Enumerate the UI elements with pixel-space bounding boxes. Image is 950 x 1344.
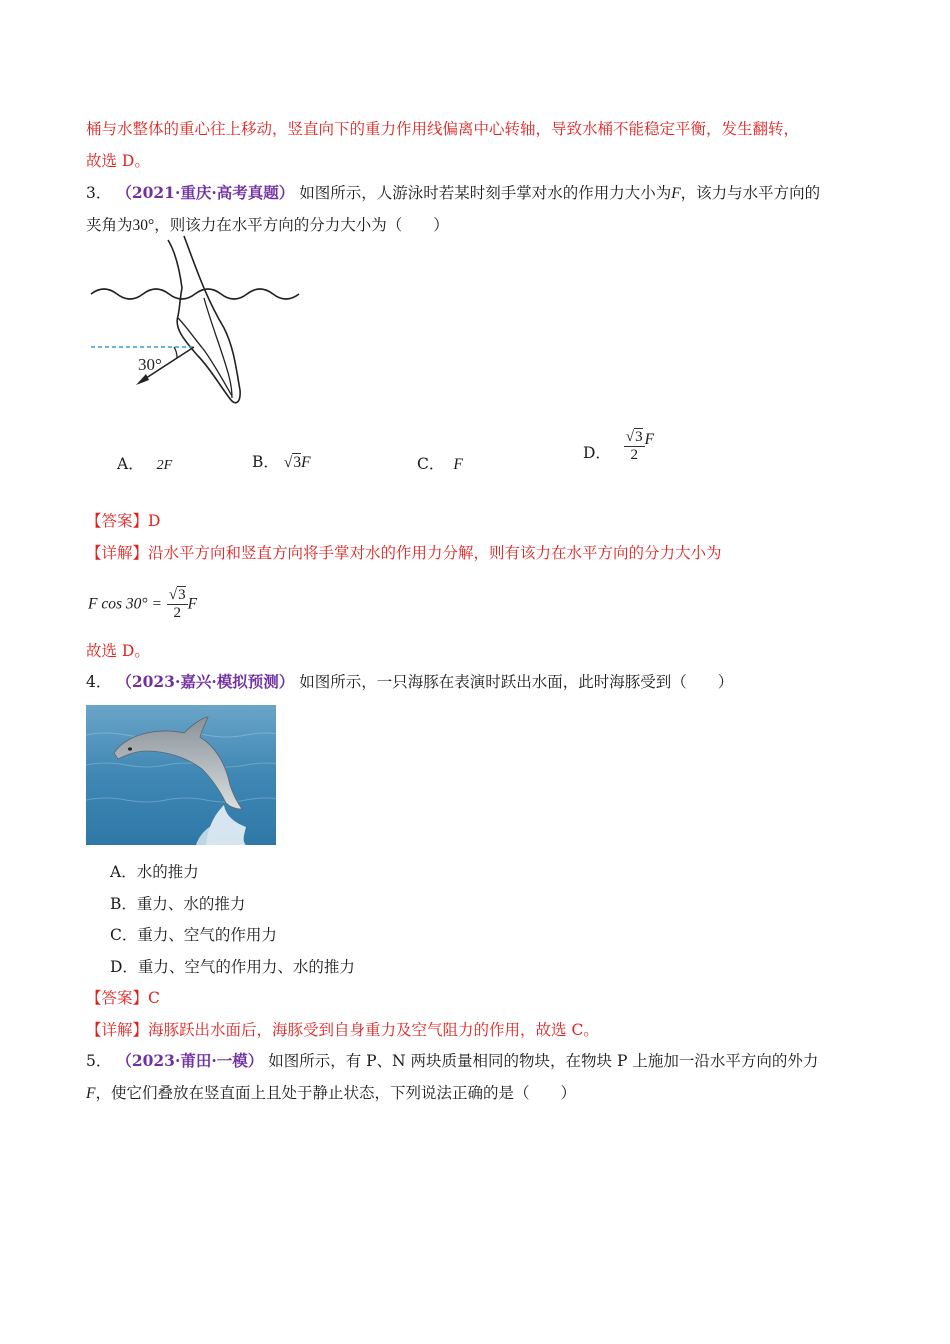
option-c-label: C． bbox=[417, 455, 445, 473]
option-b-label: B． bbox=[252, 453, 279, 471]
q4-number: 4． bbox=[86, 673, 112, 691]
q4-detail-head: 【详解】 bbox=[86, 1021, 149, 1039]
sqrt-symbol: √ bbox=[283, 454, 293, 471]
q3-text-2a: 夹角为 bbox=[86, 216, 133, 234]
option-d-var: F bbox=[644, 431, 655, 448]
q3-text-1b: ，该力与水平方向的 bbox=[680, 184, 821, 202]
q4-text: 如图所示，一只海豚在表演时跃出水面，此时海豚受到（ ） bbox=[299, 673, 734, 691]
q4-option-a[interactable]: A．水的推力 bbox=[110, 863, 199, 881]
q3-text-2b: ，则该力在水平方向的分力大小为（ ） bbox=[154, 216, 449, 234]
arm-outline-inner bbox=[178, 318, 232, 396]
q4-source: （2023·嘉兴·模拟预测） bbox=[116, 672, 295, 691]
option-a-value: 2F bbox=[156, 458, 173, 473]
q4-answer: 【答案】C bbox=[86, 989, 160, 1007]
q5-line-2 bbox=[86, 1082, 576, 1105]
option-d-fraction bbox=[624, 429, 645, 464]
figure-angle-label: 30° bbox=[138, 355, 162, 374]
q4-option-c[interactable]: C．重力、空气的作用力 bbox=[110, 926, 277, 944]
q4-detail-text: 海豚跃出水面后，海豚受到自身重力及空气阻力的作用，故选 C。 bbox=[148, 1021, 599, 1039]
formula-lhs: F cos 30° = bbox=[88, 595, 162, 613]
q3-option-c[interactable] bbox=[417, 453, 463, 476]
option-d-numerator: √3 bbox=[625, 428, 643, 445]
q3-conclusion: 故选 D。 bbox=[86, 642, 150, 660]
intro-line-2: 故选 D。 bbox=[86, 152, 150, 170]
option-d-denominator: 2 bbox=[630, 446, 638, 463]
q3-number: 3． bbox=[86, 184, 112, 202]
q3-line-1 bbox=[86, 182, 820, 205]
option-b-var: F bbox=[301, 454, 311, 471]
q3-angle: 30° bbox=[132, 217, 155, 234]
q4-option-b[interactable]: B．重力、水的推力 bbox=[110, 895, 246, 913]
formula-var: F bbox=[187, 595, 198, 613]
option-d-label: D． bbox=[583, 444, 611, 462]
q5-line-1 bbox=[86, 1050, 818, 1072]
q3-var-f: F bbox=[671, 185, 681, 202]
q3-formula bbox=[88, 587, 197, 622]
q5-number: 5． bbox=[86, 1052, 112, 1070]
option-c-value: F bbox=[453, 456, 463, 473]
q3-option-b[interactable] bbox=[252, 451, 311, 474]
q3-source: （2021·重庆·高考真题） bbox=[116, 183, 295, 202]
intro-line-1: 桶与水整体的重心往上移动，竖直向下的重力作用线偏离中心转轴，导致水桶不能稳定平衡，发生翻转， bbox=[86, 120, 800, 138]
q5-text-2: ，使它们叠放在竖直面上且处于静止状态，下列说法正确的是（ ） bbox=[95, 1084, 576, 1102]
q3-answer: 【答案】D bbox=[86, 512, 161, 530]
option-b-root: 3 bbox=[293, 454, 302, 471]
force-arrow-head bbox=[136, 374, 149, 385]
q3-option-a[interactable] bbox=[117, 453, 172, 477]
q3-option-d[interactable] bbox=[583, 428, 654, 464]
q5-source: （2023·莆田·一模） bbox=[116, 1051, 264, 1070]
option-a-label: A． bbox=[117, 455, 144, 473]
q3-detail bbox=[86, 542, 722, 564]
q3-text-1a: 如图所示，人游泳时若某时刻手掌对水的作用力大小为 bbox=[299, 184, 672, 202]
formula-fraction bbox=[167, 587, 188, 622]
q4-detail bbox=[86, 1019, 599, 1041]
swim-hand-figure bbox=[86, 228, 316, 413]
formula-numerator: √3 bbox=[168, 587, 186, 603]
q3-detail-head: 【详解】 bbox=[86, 544, 149, 562]
q4-line bbox=[86, 671, 733, 693]
formula-denominator: 2 bbox=[173, 605, 181, 621]
q5-var-f: F bbox=[86, 1085, 96, 1102]
angle-arc bbox=[174, 347, 177, 358]
q4-option-d[interactable]: D．重力、空气的作用力、水的推力 bbox=[110, 958, 355, 976]
water-surface-wave bbox=[91, 289, 299, 299]
dolphin-photo bbox=[86, 705, 276, 845]
q3-detail-text: 沿水平方向和竖直方向将手掌对水的作用力分解，则有该力在水平方向的分力大小为 bbox=[148, 544, 722, 562]
q5-text-1: 如图所示，有 P、N 两块质量相同的物块，在物块 P 上施加一沿水平方向的外力 bbox=[268, 1052, 819, 1070]
